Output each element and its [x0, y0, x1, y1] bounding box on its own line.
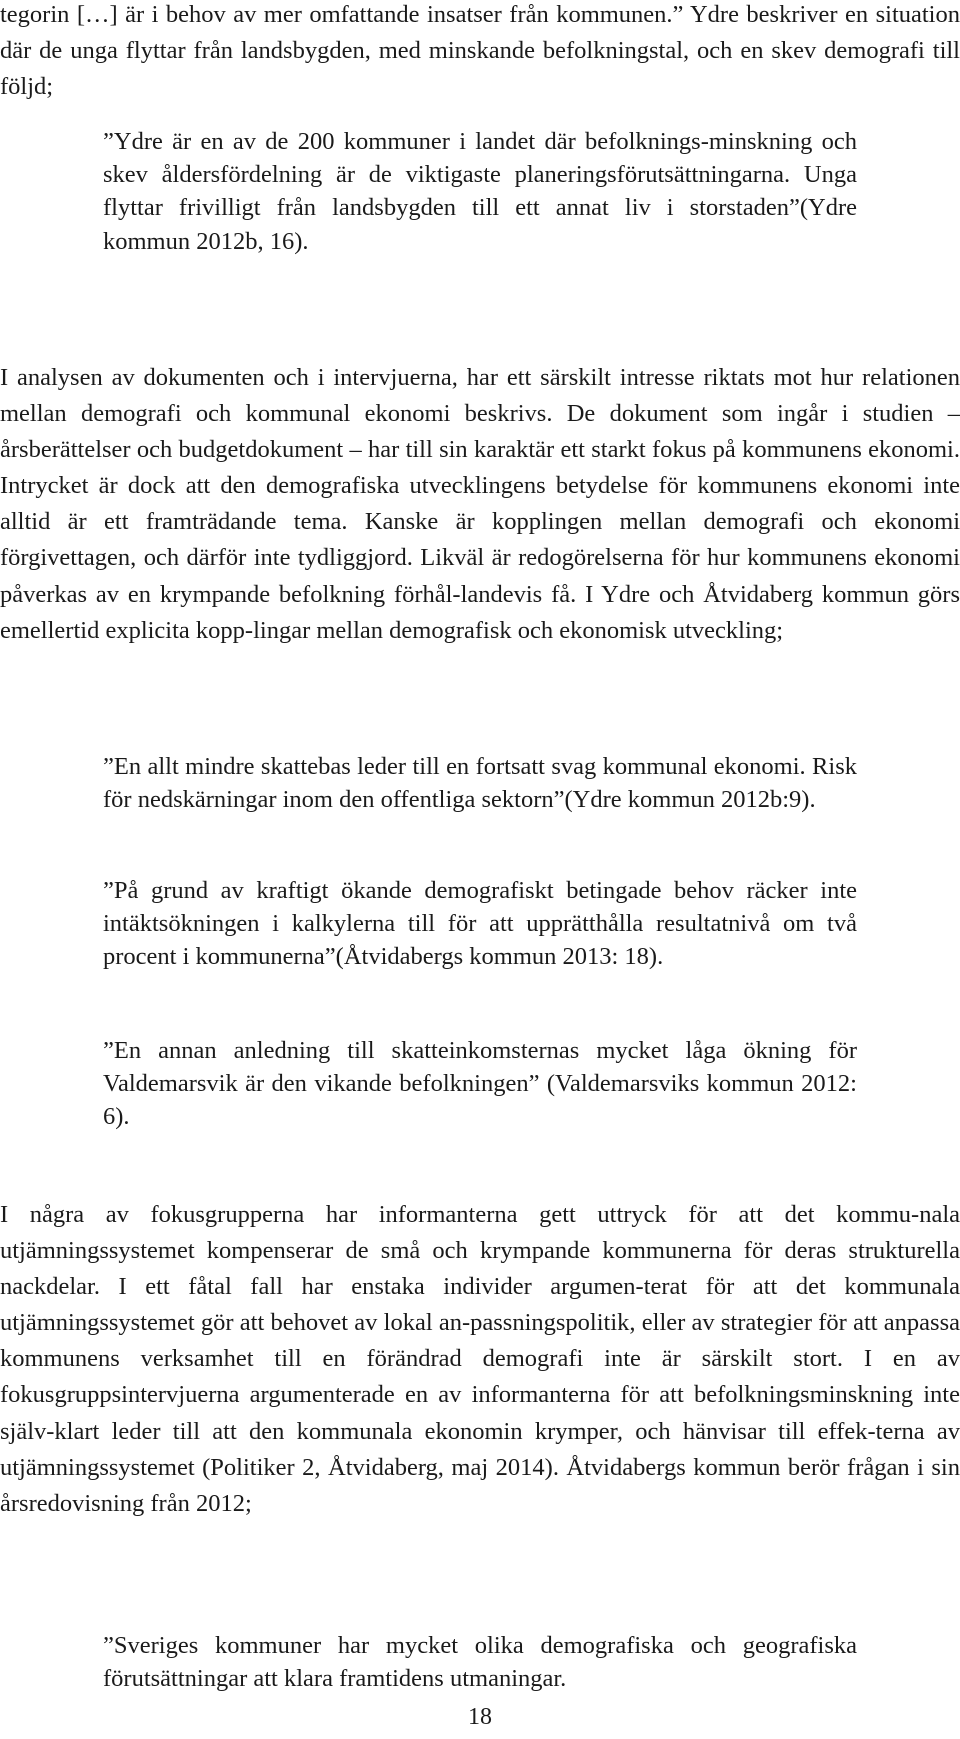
- block-quote: ”Ydre är en av de 200 kommuner i landet där befolknings-minskning och skev åldersfördelning är de viktigaste planeringsförutsättningarna. Unga flyttar frivilligt från landsbygden till ett annat liv i storstaden”(Ydre kommun 2012b, 16).: [103, 128, 857, 255]
- block-quote: ”En allt mindre skattebas leder till en fortsatt svag kommunal ekonomi. Risk för nedskärningar inom den offentliga sektorn”(Ydre kommun 2012b:9).: [103, 753, 857, 813]
- block-quote: ”En annan anledning till skatteinkomsternas mycket låga ökning för Valdemarsvik är den vikande befolkningen” (Valdemarsviks kommun 2012: 6).: [103, 1037, 857, 1130]
- page-number: 18: [468, 1704, 492, 1730]
- body-paragraph: I analysen av dokumenten och i intervjuerna, har ett särskilt intresse riktats mot hur relationen mellan demografi och kommunal ekonomi beskrivs. De dokument som ingår i studien – årsberättelser och budgetdokument – har till sin karaktär ett starkt fokus på kommunens ekonomi. Intrycket är dock att den demografiska utvecklingens betydelse för kommunens ekonomi inte alltid är ett framträdande tema. Kanske är kopplingen mellan demografi och ekonomi förgivettagen, och därför inte tydliggjord. Likväl är redogörelserna för hur kommunens ekonomi påverkas av en krympande befolkning förhål-landevis få. I Ydre och Åtvidaberg kommun görs emellertid explicita kopp-lingar mellan demografisk och ekonomisk utveckling;: [0, 364, 960, 644]
- body-paragraph: I några av fokusgrupperna har informanterna gett uttryck för att det kommu-nala utjämningssystemet kompenserar de små och krympande kommunerna för deras strukturella nackdelar. I ett fåtal fall har enstaka individer argumen-terat för att det kommunala utjämningssystemet gör att behovet av lokal an-passningspolitik, eller av strategier för att anpassa kommunens verksamhet till en förändrad demografi inte är särskilt stort. I en av fokusgruppsintervjuerna argumenterade en av informanterna för att befolkningsminskning inte själv-klart leder till att den kommunala ekonomin krymper, och hänvisar till effek-terna av utjämningssystemet (Politiker 2, Åtvidaberg, maj 2014). Åtvidabergs kommun berör frågan i sin årsredovisning från 2012;: [0, 1201, 960, 1517]
- block-quote: ”Sveriges kommuner har mycket olika demografiska och geografiska förutsättningar att klara framtidens utmaningar.: [103, 1632, 857, 1692]
- body-paragraph: tegorin […] är i behov av mer omfattande insatser från kommunen.” Ydre beskriver en situation där de unga flyttar från landsbygden, med minskande befolkningstal, och en skev demografi till följd;: [0, 1, 960, 101]
- block-quote: ”På grund av kraftigt ökande demografiskt betingade behov räcker inte intäktsökningen i kalkylerna till för att upprätthålla resultatnivå om två procent i kommunerna”(Åtvidabergs kommun 2013: 18).: [103, 877, 857, 970]
